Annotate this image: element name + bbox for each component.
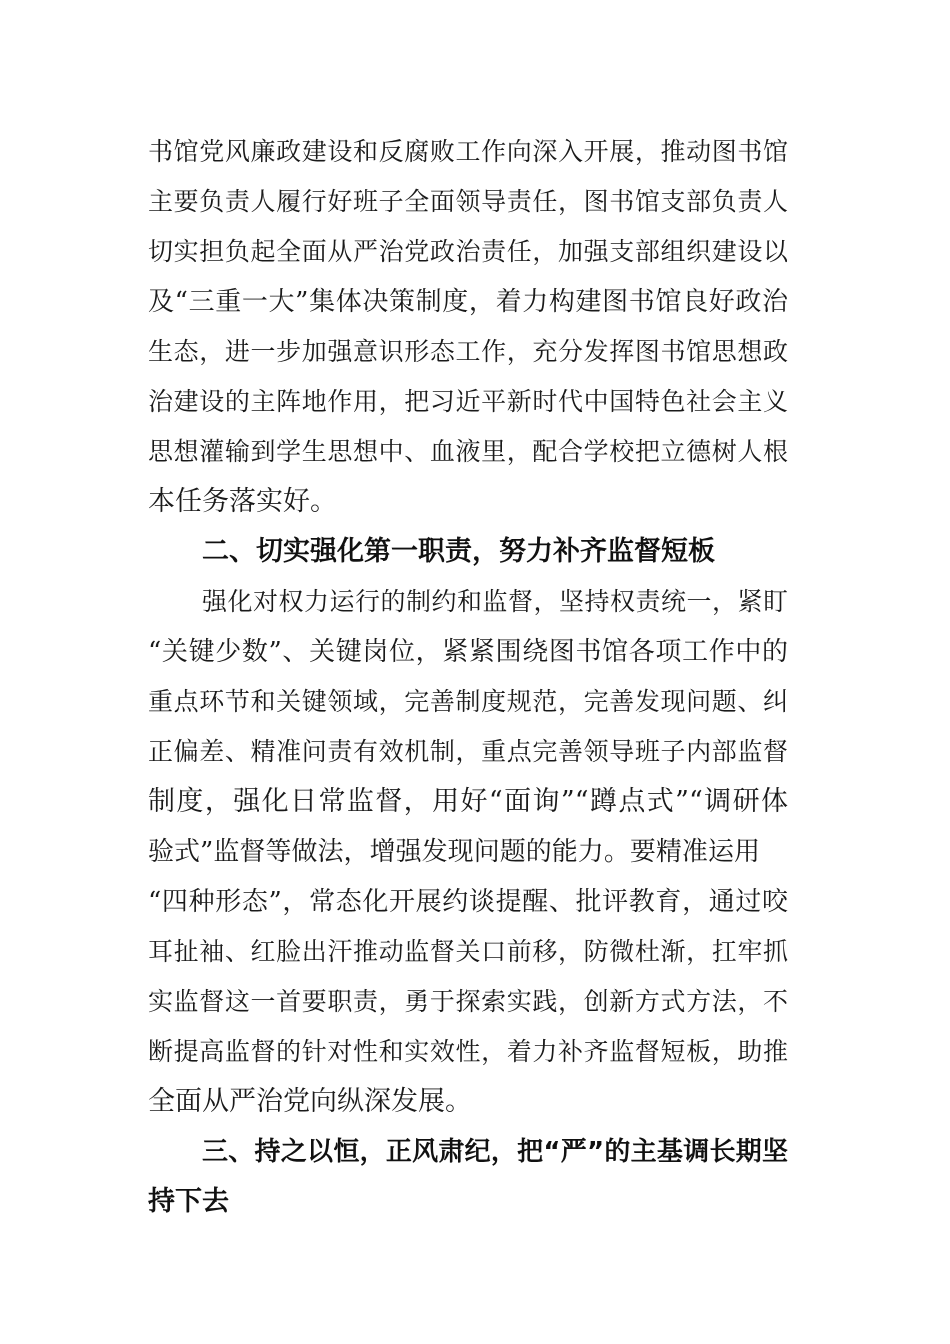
text-line: 书馆党风廉政建设和反腐败工作向深入开展，推动图书馆 — [148, 137, 788, 166]
section-heading-2: 二、切实强化第一职责，努力补齐监督短板 — [202, 536, 715, 567]
text-line: “关键少数”、关键岗位，紧紧围绕图书馆各项工作中的 — [148, 637, 788, 667]
text-line: 正偏差、精准问责有效机制，重点完善领导班子内部监督 — [148, 737, 788, 766]
text-line: 主要负责人履行好班子全面领导责任，图书馆支部负责人 — [148, 187, 788, 216]
text-line: 制度，强化日常监督，用好“面询”“蹲点式”“调研体 — [148, 786, 788, 817]
text-line: 全面从严治党向纵深发展。 — [148, 1086, 472, 1117]
text-line: 生态，进一步加强意识形态工作，充分发挥图书馆思想政 — [148, 337, 788, 366]
text-line: 治建设的主阵地作用，把习近平新时代中国特色社会主义 — [148, 387, 788, 416]
text-line: 本任务落实好。 — [148, 486, 337, 517]
text-line: 切实担负起全面从严治党政治责任，加强支部组织建设以 — [148, 237, 788, 266]
text-line: 实监督这一首要职责，勇于探索实践，创新方式方法，不 — [148, 987, 788, 1016]
heading-line: 持下去 — [148, 1186, 229, 1217]
text-line: 验式”监督等做法，增强发现问题的能力。要精准运用 — [148, 837, 760, 867]
text-line: 思想灌输到学生思想中、血液里，配合学校把立德树人根 — [148, 437, 788, 466]
text-line: 强化对权力运行的制约和监督，坚持权责统一，紧盯 — [202, 587, 788, 616]
text-line: 重点环节和关键领域，完善制度规范，完善发现问题、纠 — [148, 687, 788, 716]
text-line: 断提高监督的针对性和实效性，着力补齐监督短板，助推 — [148, 1037, 788, 1066]
text-line: 及“三重一大”集体决策制度，着力构建图书馆良好政治 — [148, 287, 788, 317]
text-line: “四种形态”，常态化开展约谈提醒、批评教育，通过咬 — [148, 887, 788, 917]
heading-line: 三、持之以恒，正风肃纪，把“严”的主基调长期坚 — [202, 1137, 788, 1167]
text-line: 耳扯袖、红脸出汗推动监督关口前移，防微杜渐，扛牢抓 — [148, 937, 788, 966]
